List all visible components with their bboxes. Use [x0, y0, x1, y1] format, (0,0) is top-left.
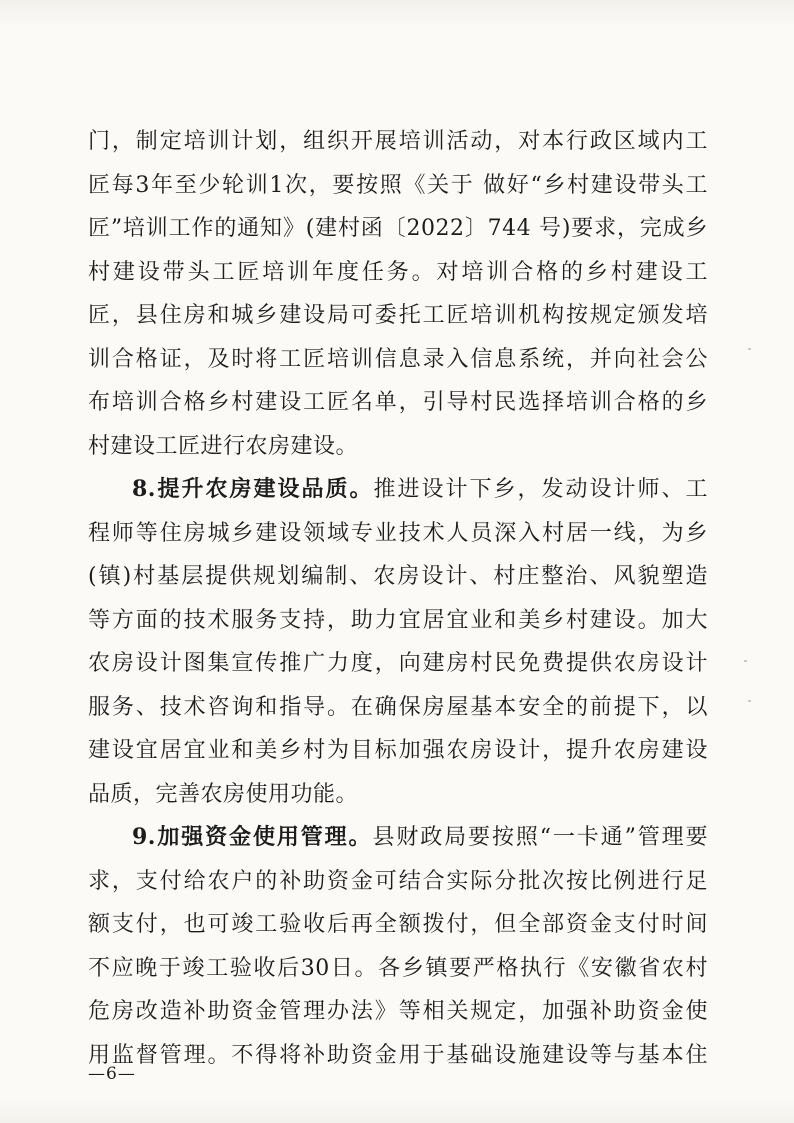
- text-line: 匠，县住房和城乡建设局可委托工匠培训机构按规定颁发培: [88, 303, 708, 328]
- page-number: —6—: [88, 1064, 136, 1084]
- text-line: 村建设带头工匠培训年度任务。对培训合格的乡村建设工: [88, 259, 708, 285]
- text-line: 用监督管理。不得将补助资金用于基础设施建设等与基本住: [88, 1042, 708, 1068]
- section-9-first-line: [88, 816, 708, 860]
- document-body: [88, 120, 708, 1077]
- scan-speck: [748, 700, 751, 702]
- text-line: 服务、技术咨询和指导。在确保房屋基本安全的前提下，以: [88, 694, 708, 720]
- text-line: 村建设工匠进行农房建设。: [88, 433, 359, 459]
- text-line: 门，制定培训计划，组织开展培训活动，对本行政区域内工: [88, 129, 708, 154]
- text-line: 危房改造补助资金管理办法》等相关规定，加强补助资金使: [88, 999, 708, 1024]
- text-line: 建设宜居宜业和美乡村为目标加强农房设计，提升农房建设: [88, 738, 708, 763]
- section-9-first-line-text: 县财政局要按照“一卡通”管理要: [372, 825, 709, 850]
- section-9-heading: 9.加强资金使用管理。: [132, 824, 373, 850]
- text-line: 匠每3年至少轮训1次，要按照《关于 做好“乡村建设带头工: [88, 172, 708, 198]
- text-line: 匠”培训工作的通知》(建村函〔2022〕744 号)要求，完成乡: [88, 216, 708, 241]
- text-line: 训合格证，及时将工匠培训信息录入信息系统，并向社会公: [88, 346, 708, 372]
- text-line: 布培训合格乡村建设工匠名单，引导村民选择培训合格的乡: [88, 390, 708, 415]
- text-line: 程师等住房城乡建设领域专业技术人员深入村居一线，为乡: [88, 520, 708, 546]
- scan-speck: [744, 660, 747, 662]
- text-line: 求，支付给农户的补助资金可结合实际分批次按比例进行足: [88, 868, 708, 894]
- text-line: (镇)村基层提供规划编制、农房设计、村庄整治、风貌塑造: [88, 564, 708, 589]
- text-line: 农房设计图集宣传推广力度，向建房村民免费提供农房设计: [88, 651, 708, 676]
- text-line: 不应晚于竣工验收后30日。各乡镇要严格执行《安徽省农村: [88, 955, 708, 981]
- section-8-first-line: [88, 468, 708, 512]
- text-line: 品质，完善农房使用功能。: [88, 781, 359, 807]
- text-line: 等方面的技术服务支持，助力宜居宜业和美乡村建设。加大: [88, 607, 708, 633]
- section-8-heading: 8.提升农房建设品质。: [132, 476, 374, 502]
- text-line: 额支付，也可竣工验收后再全额拨付，但全部资金支付时间: [88, 912, 708, 937]
- scan-speck: [748, 348, 751, 350]
- section-8-first-line-text: 推进设计下乡，发动设计师、工: [373, 477, 708, 502]
